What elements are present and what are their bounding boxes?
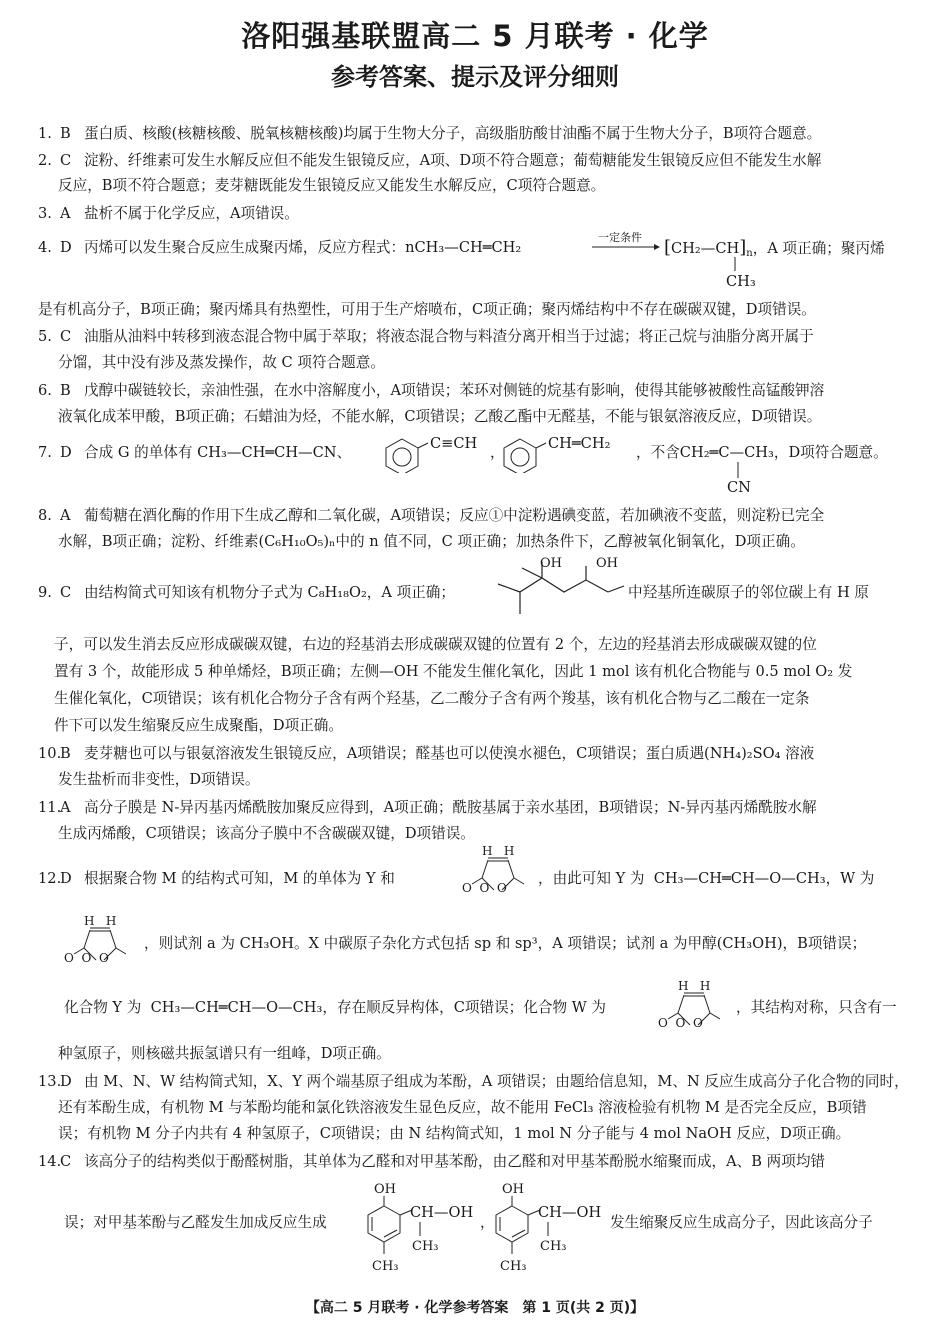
answer-item-11: 11.A 高分子膜是 N-异丙基丙烯酰胺加聚反应得到，A项正确；酰胺基属于亲水基团，B项错误；N-异丙基丙烯酰胺水解: [38, 799, 817, 816]
answer-item-14: 14.C 该高分子的结构类似于酚醛树脂，其单体为乙醛和对甲基苯酚，由乙醛和对甲基苯酚脱水缩聚而成，A、B 两项均错: [38, 1153, 826, 1170]
answer-item-14-cont: 误；对甲基苯酚与乙醛发生加成反应生成: [64, 1214, 327, 1231]
answer-item-6: 6. B 戊醇中碳链较长，亲油性强，在水中溶解度小，A项错误；苯环对侧链的烷基有影响，使得其能够被酸性高锰酸钾溶: [38, 382, 825, 399]
comma-1: ，: [490, 444, 505, 461]
answer-item-11-cont: 生成丙烯酸，C项错误；该高分子膜中不含碳碳双键，D项错误。: [58, 825, 475, 842]
product1-ch3-branch: CH₃: [412, 1239, 439, 1254]
propene-formula: nCH₃—CH═CH₂: [405, 239, 522, 256]
answer-item-12-after: ，由此可知 Y 为 CH₃—CH═CH—O—CH₃，W 为: [538, 870, 875, 887]
polypropylene-ch3: CH₃: [726, 273, 756, 290]
answer-item-13-cont-1: 还有苯酚生成，有机物 M 与苯酚均能和氯化铁溶液发生显色反应，故不能用 FeCl₃ 溶液检验有机物 M 是否完全反应，B项错: [58, 1099, 867, 1116]
answer-item-10-cont: 发生盐析而非变性，D项错误。: [58, 771, 260, 788]
answer-item-4: 4. D 丙烯可以发生聚合反应生成聚丙烯，反应方程式：nCH₃—CH═CH₂: [38, 239, 522, 256]
answer-item-9-cont-3: 生催化氧化，C项错误；该有机化合物分子含有两个羟基，乙二酸分子含有两个羧基，该有机化合物与乙二酸在一定条: [54, 690, 810, 707]
answer-item-2: 2. C 淀粉、纤维素可发生水解反应但不能发生银镜反应，A项、D项不符合题意；葡萄糖能发生银镜反应但不能发生水解: [38, 152, 822, 169]
answer-item-10: 10.B 麦芽糖也可以与银氨溶液发生银镜反应，A项错误；醛基也可以使溴水褪色，C项错误；蛋白质遇(NH₄)₂SO₄ 溶液: [38, 745, 815, 762]
answer-item-1: 1. B 蛋白质、核酸(核糖核酸、脱氧核糖核酸)均属于生物大分子，高级脂肪酸甘油酯不属于生物大分子，B项符合题意。: [38, 125, 822, 142]
product2-branch: [546, 1222, 550, 1236]
answer-item-8: 8. A 葡萄糖在酒化酶的作用下生成乙醇和二氧化碳，A项错误；反应①中淀粉遇碘变蓝，若加碘液不变蓝，则淀粉已完全: [38, 507, 825, 524]
polypropylene-formula: $[CH_2—CH]_n$，A 项正确；聚丙烯: [664, 237, 885, 259]
polypropylene-methyl-branch: [733, 257, 737, 271]
answer-item-12-cont-3: 种氢原子，则核磁共振氢谱只有一组峰，D项正确。: [58, 1045, 391, 1062]
product1-oh: OH: [374, 1182, 396, 1197]
answer-item-12-cont-1: ，则试剂 a 为 CH₃OH。X 中碳原子杂化方式包括 sp 和 sp³，A 项错误；试剂 a 为甲醇(CH₃OH)，B项错误；: [144, 935, 867, 952]
answer-item-6-cont: 液氧化成苯甲酸，B项正确；石蜡油为烃，不能水解，C项错误；乙酸乙酯中无醛基，不能与银氨溶液反应，D项错误。: [58, 408, 822, 425]
product2-oh: OH: [502, 1182, 524, 1197]
anhydride-h-labels-3: H H: [678, 979, 711, 993]
q7-not-contains: ，不含CH₂═C—CH₃，D项符合题意。: [636, 444, 888, 461]
answer-item-9-cont-2: 置有 3 个，故能形成 5 种单烯烃，B项正确；左侧—OH 不能发生催化氧化，因此 1 mol 该有机化合物能与 0.5 mol O₂ 发: [54, 663, 853, 680]
page-title: 洛阳强基联盟高二 5 月联考 · 化学: [241, 19, 709, 53]
answer-item-9-cont-1: 子，可以发生消去反应形成碳碳双键，右边的羟基消去形成碳碳双键的位置有 2 个，左边的羟基消去形成碳碳双键的位: [54, 636, 817, 653]
product1-branch: [418, 1222, 422, 1236]
answer-item-9-after: 中羟基所连碳原子的邻位碳上有 H 原: [628, 584, 869, 601]
answer-item-8-cont: 水解，B项正确；淀粉、纤维素(C₆H₁₀O₅)ₙ中的 n 值不同，C 项正确；加热条件下，乙醇被氧化铜氧化，D项正确。: [58, 533, 805, 550]
page-footer: 【高二 5 月联考 · 化学参考答案 第 1 页(共 2 页)】: [305, 1300, 645, 1316]
anhydride-h-labels: H H: [482, 844, 515, 858]
anhydride-o-labels-2: O O O: [64, 951, 109, 965]
answer-item-3: 3. A 盐析不属于化学反应，A项错误。: [38, 205, 299, 222]
product2-ch3-branch: CH₃: [540, 1239, 567, 1254]
product1-choh: CH—OH: [410, 1204, 474, 1221]
comma-2: ，: [480, 1214, 495, 1231]
anhydride-o-labels: O O O: [462, 881, 507, 895]
answer-item-13-cont-2: 误；有机物 M 分子内共有 4 种氢原子，C项错误；由 N 结构简式知，1 mol N 分子能与 4 mol NaOH 反应，D项正确。: [58, 1125, 851, 1142]
alkene-label: CH═CH₂: [548, 435, 611, 452]
oh-label-2: OH: [596, 556, 618, 571]
alkyne-label: C≡CH: [430, 435, 478, 452]
product2-choh: CH—OH: [538, 1204, 602, 1221]
oh-label-1: OH: [540, 556, 562, 571]
anhydride-o-labels-3: O O O: [658, 1016, 703, 1030]
answer-item-5-cont: 分馏，其中没有涉及蒸发操作，故 C 项符合题意。: [58, 354, 385, 371]
answer-item-12: 12.D 根据聚合物 M 的结构式可知，M 的单体为 Y 和: [38, 870, 395, 887]
answer-item-9: 9. C 由结构简式可知该有机物分子式为 C₈H₁₈O₂，A 项正确；: [38, 584, 455, 601]
answer-item-12-cont-2: 化合物 Y 为 CH₃—CH═CH—O—CH₃，存在顺反异构体，C项错误；化合物 W 为: [64, 999, 606, 1016]
answer-item-12-cont-2b: ，其结构对称，只含有一: [736, 999, 897, 1016]
answer-item-13: 13.D 由 M、N、W 结构简式知，X、Y 两个端基原子组成为苯酚，A 项错误；由题给信息知，M、N 反应生成高分子化合物的同时，: [38, 1073, 909, 1090]
product1-ch3-ring: CH₃: [372, 1259, 399, 1274]
answer-item-2-cont: 反应，B项不符合题意；麦芽糖既能发生银镜反应又能发生水解反应，C项符合题意。: [58, 177, 606, 194]
product2-ch3-ring: CH₃: [500, 1259, 527, 1274]
cn-label: CN: [727, 479, 751, 496]
answer-item-14-cont-2: 发生缩聚反应生成高分子，因此该高分子: [610, 1214, 873, 1231]
answer-item-9-cont-4: 件下可以发生缩聚反应生成聚酯，D项正确。: [54, 717, 343, 734]
cn-bond: [736, 462, 740, 478]
anhydride-h-labels-2: H H: [84, 914, 117, 928]
answer-item-7: 7. D 合成 G 的单体有 CH₃—CH═CH—CN、: [38, 444, 352, 461]
page-subtitle: 参考答案、提示及评分细则: [331, 63, 619, 91]
reaction-arrow: 一定条件: [590, 233, 660, 255]
answer-item-5: 5. C 油脂从油料中转移到液态混合物中属于萃取；将液态混合物与料渣分离开相当于过滤；将正己烷与油脂分离开属于: [38, 328, 814, 345]
answer-item-4-cont: 是有机高分子，B项正确；聚丙烯具有热塑性，可用于生产熔喷布，C项正确；聚丙烯结构中不存在碳碳双键，D项错误。: [38, 301, 816, 318]
